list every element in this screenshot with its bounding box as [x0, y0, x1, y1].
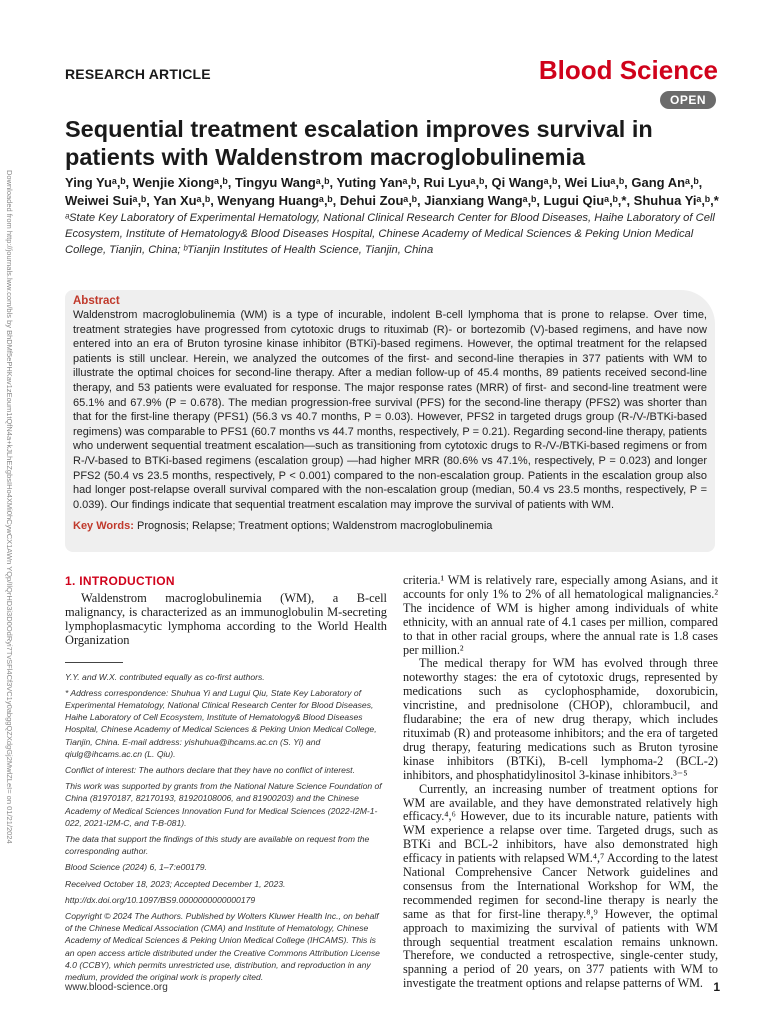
footnote-cofirst: Y.Y. and W.X. contributed equally as co-first authors. — [65, 671, 265, 682]
footer-url[interactable]: www.blood-science.org — [65, 982, 168, 993]
footnote-correspondence: * Address correspondence: Shuhua Yi and Lugui Qiu, State Key Laboratory of Experimental Hematology, National Clinical Research Center for Blood Diseases, Haihe Laboratory of Cell Ecosystem, Institute of Hematology& Blood Diseases Hospital, Chinese Academy of Medical Sciences & Peking Union Medical College, Tianjin, China. E-mail address: yishuhua@ihcams.ac.cn (S. Yi) and qiulg@ihcams.ac.cn (L. Qiu). — [65, 687, 377, 759]
article-title: Sequential treatment escalation improves survival in patients with Waldenstrom macroglobulinemia — [65, 116, 653, 170]
keywords-line — [73, 520, 707, 532]
download-watermark-text: Downloaded from http://journals.lww.com/bls by BhDMf5ePHKav1zEoum1tQfN4a+kJLhEZgbsIHo4XMi0hCywCX1AWn YQp/IlQrHD3i3D0OdRyi7TvSFl4Cf3VC1y0abggQZXdgGj2MwlZLeI= on 01/21/2024 — [5, 170, 14, 844]
open-access-badge: OPEN — [660, 91, 716, 109]
footnotes — [65, 671, 387, 984]
footnote-dates: Received October 18, 2023; Accepted December 1, 2023. — [65, 878, 286, 889]
footnote-data-availability: The data that support the findings of this study are available on request from the corresponding author. — [65, 834, 370, 857]
footnote-funding: This work was supported by grants from the National Nature Science Foundation of China (81970187, 82170193, 81920108006, and 81900203) and the Chinese Academy of Medical Sciences Innovation Fund for Medical Sciences (2022-I2M-1-022, 2021-I2M-C, and T-B-081). — [65, 781, 382, 828]
abstract-box — [65, 290, 715, 552]
author-list: Ying Yuᵃ,ᵇ, Wenjie Xiongᵃ,ᵇ, Tingyu Wangᵃ,ᵇ, Yuting Yanᵃ,ᵇ, Rui Lyuᵃ,ᵇ, Qi Wangᵃ,ᵇ, Wei Liuᵃ,ᵇ, Gang Anᵃ,ᵇ, Weiwei Suiᵃ,ᵇ, Yan Xuᵃ,ᵇ, Wenyang Huangᵃ,ᵇ, Dehui Zouᵃ,ᵇ, Jianxiang Wangᵃ,ᵇ, Lugui Qiuᵃ,ᵇ,*, Shuhua Yiᵃ,ᵇ,* — [65, 175, 719, 208]
footnote-doi[interactable]: http://dx.doi.org/10.1097/BS9.0000000000000179 — [65, 894, 256, 905]
footnote-copyright: Copyright © 2024 The Authors. Published by Wolters Kluwer Health Inc., on behalf of the Chinese Medical Association (CMA) and Institute of Hematology, Chinese Academy of Medical Sciences & Peking Union Medical College (IHCAMS). This is an open access article distributed under the Creative Commons Attribution License 4.0 (CCBY), which permits unrestricted use, distribution, and reproduction in any medium, provided the original work is properly cited. — [65, 911, 380, 983]
intro-paragraph-3: Currently, an increasing number of treatment options for WM are available, and they have demonstrated relatively high efficacy.⁴,⁶ However, due to its incurable nature, patients with WM experience a relapse over time. Targeted drugs, such as BTKi and BCL-2 inhibitors, have also demonstrated high efficacy in patients with relapsed WM.⁴,⁷ According to the latest National Comprehensive Cancer Network guidelines and consensus from the International Workshop for WM, the recommended regimen for second-line therapy is nearly the same as that for first-line therapy.⁸,⁹ However, the optimal approach to maximizing the survival of patients with WM through sequential treatment escalation remains unknown. Therefore, we conducted a retrospective, single-center study, spanning a period of 20 years, on 377 patients with WM to investigate the treatment options and relapse patterns of WM. — [403, 781, 718, 991]
intro-paragraph-left: Waldenstrom macroglobulinemia (WM), a B-cell malignancy, is characterized as an immunoglobulin M-secreting lymphoplasmacytic lymphoma according to the World Health Organization — [65, 591, 387, 647]
right-column — [403, 574, 718, 991]
footnote-conflict: Conflict of interest: The authors declare that they have no conflict of interest. — [65, 765, 355, 776]
page-number: 1 — [713, 980, 720, 994]
intro-paragraph-2: The medical therapy for WM has evolved through three noteworthy stages: the era of cytotoxic drugs, represented by medications such as cyclophosphamide, doxorubicin, vincristine, and prednisolone (CHOP), chlorambucil, and fludarabine; the era of new drug therapy, which includes rituximab (R) and proteasome inhibitors; and the era of targeted drug therapy, featuring medications such as Bruton tyrosine kinase inhibitors (BTKi), B-cell lymphoma-2 (BCL-2) inhibitors, and phosphatidylinositol 3-kinase inhibitors.³⁻⁵ — [403, 656, 718, 782]
keywords-text: Prognosis; Relapse; Treatment options; Waldenstrom macroglobulinemia — [136, 520, 493, 533]
section-heading-introduction: 1. INTRODUCTION — [65, 574, 175, 588]
footnote-divider — [65, 662, 123, 663]
download-watermark — [5, 170, 42, 844]
affiliations: ᵃState Key Laboratory of Experimental Hematology, National Clinical Research Center for Blood Diseases, Haihe Laboratory of Cell Ecosystem, Institute of Hematology& Blood Diseases Hospital, Chinese Academy of Medical Sciences & Peking Union Medical College, Tianjin, China; ᵇTianjin Institutes of Health Science, Tianjin, China — [65, 212, 715, 256]
footnote-citation: Blood Science (2024) 6, 1–7:e00179. — [65, 862, 207, 873]
left-column — [65, 574, 387, 987]
keywords-label: Key Words: — [73, 520, 134, 533]
abstract-body: Waldenstrom macroglobulinemia (WM) is a type of incurable, indolent B-cell lymphoma that is prone to relapse. Over time, treatment strategies have progressed from cytotoxic drugs to rituximab (R)- or bortezomib (V)-based regimens, and have now entered into an era of Bruton tyrosine kinase inhibitor (BTKi)-based regimens. However, the optimal treatment for the relapsed patients is still unclear. Herein, we analyzed the outcomes of the first- and second-line therapies in 377 patients with WM to illustrate the optimal choices for second-line therapy. After a median follow-up of 45.4 months, 89 patients received second-line therapy, and 53 patients were evaluated for response. The major response rates (MRR) of first- and second-line treatment were 65.1% and 67.9% (P = 0.678). The median progression-free survival (PFS) for the second-line therapy (PFS2) was shorter than that for the first-line therapy (PFS1) (56.3 vs 40.7 months, P = 0.03). However, PFS2 in targeted drugs group (R-/V-/BTKi-based regimens) was comparable to PFS1 (60.7 months vs 44.7 months, respectively, P = 0.21). Regarding second-line therapy, patients who underwent sequential treatment escalation—such as transitioning from cytotoxic drugs to R-/V-/BTKi-based regimens or from R-/V-based to BTKi-based regimens (escalation group) —had higher MRR (80.6% vs 47.1%, respectively, P = 0.023) and longer PFS2 (50.4 vs 23.5 months, respectively, P < 0.001) compared to the non-escalation group. Patients in the escalation group also had longer post-relapse overall survival compared with the non-escalation group (median, 50.4 vs 23.5 months, respectively, P = 0.039). Our findings indicate that sequential treatment escalation may improve the survival of patients with WM. — [73, 309, 707, 511]
article-type-label: RESEARCH ARTICLE — [65, 66, 211, 82]
intro-paragraph-1: criteria.¹ WM is relatively rare, especially among Asians, and it accounts for only 1% to 2% of all hematological malignancies.² The incidence of WM is higher among individuals of white ethnicity, with an annual rate of 4.1 cases per million, compared to that in other racial groups, where the annual rate is 1.8 cases per million.² — [403, 573, 718, 657]
abstract-heading: Abstract — [73, 295, 120, 307]
journal-name: Blood Science — [538, 55, 718, 85]
